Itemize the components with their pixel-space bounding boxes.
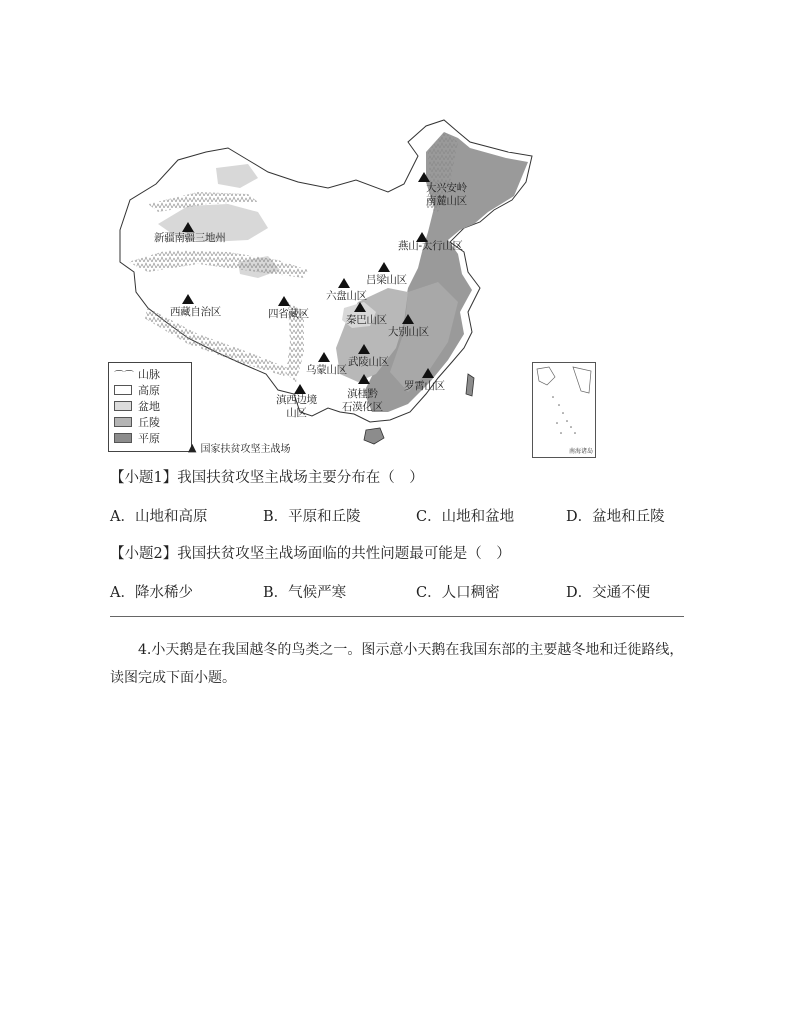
legend-swatch [114, 433, 132, 443]
region-label-qinba: 秦巴山区 [346, 314, 387, 326]
mountain-icon: ⌒⌒ [114, 370, 134, 382]
region-label-luoxiao: 罗霄山区 [404, 380, 445, 392]
region-label-wumeng: 乌蒙山区 [306, 364, 347, 376]
legend-item-basin [114, 399, 160, 413]
q2-option-b[interactable]: B．气候严寒 [263, 585, 347, 601]
legend-item-plateau [114, 383, 160, 397]
region-label-lvliang: 吕梁山区 [366, 274, 407, 286]
region-label-daxinganling: 大兴安岭 南麓山区 [426, 182, 467, 207]
q2-option-a[interactable]: A．降水稀少 [110, 585, 193, 601]
legend-item-hills [114, 415, 160, 429]
taiwan [466, 374, 474, 396]
south-china-sea-inset [532, 362, 596, 458]
legend-item-mountain [114, 367, 160, 381]
q2-option-c[interactable]: C．人口稠密 [416, 585, 500, 601]
q1-option-c[interactable]: C．山地和盆地 [416, 509, 515, 525]
triangle-icon: ▲ [188, 441, 197, 454]
legend-swatch [114, 401, 132, 411]
china-poverty-map [108, 112, 600, 462]
region-label-dabie: 大别山区 [388, 326, 429, 338]
legend-label: 平原 [138, 432, 160, 445]
question-2-stem: 【小题2】我国扶贫攻坚主战场面临的共性问题最可能是（ ） [110, 546, 511, 562]
legend-swatch [114, 385, 132, 395]
legend-label: 丘陵 [138, 416, 160, 429]
region-label-dianguiqian: 滇桂黔 石漠化区 [342, 388, 383, 413]
q2-option-d[interactable]: D．交通不便 [566, 585, 651, 601]
q1-option-b[interactable]: B．平原和丘陵 [263, 509, 361, 525]
region-label-dianxi: 滇西边境 山区 [276, 394, 317, 419]
legend-swatch [114, 417, 132, 427]
legend-label: 盆地 [138, 400, 160, 413]
q1-option-a[interactable]: A．山地和高原 [110, 509, 208, 525]
region-label-xinjiang: 新疆南疆三地州 [154, 232, 226, 244]
question-1-stem: 【小题1】我国扶贫攻坚主战场主要分布在（ ） [110, 470, 424, 486]
q1-option-d[interactable]: D．盆地和丘陵 [566, 509, 665, 525]
legend-triangle-label: 国家扶贫攻坚主战场 [200, 444, 291, 455]
region-label-yanshan: 燕山-太行山区 [398, 240, 463, 252]
legend-label: 山脉 [138, 368, 160, 381]
region-label-xizang: 西藏自治区 [170, 306, 221, 318]
inset-label: 南海诸岛 [568, 448, 593, 455]
region-label-liupan: 六盘山区 [326, 290, 367, 302]
question-4-intro: 4.小天鹅是在我国越冬的鸟类之一。图示意小天鹅在我国东部的主要越冬地和迁徙路线，读图完成下面小题。 [110, 642, 684, 686]
map-legend [108, 362, 192, 452]
legend-label: 高原 [138, 384, 160, 397]
hainan [364, 428, 384, 444]
section-divider [110, 616, 684, 617]
region-label-wuling: 武陵山区 [348, 356, 389, 368]
region-label-sisheng: 四省藏区 [268, 308, 309, 320]
inset-map-svg [533, 363, 595, 457]
legend-triangle-note [188, 440, 290, 455]
legend-item-plain [114, 431, 160, 445]
